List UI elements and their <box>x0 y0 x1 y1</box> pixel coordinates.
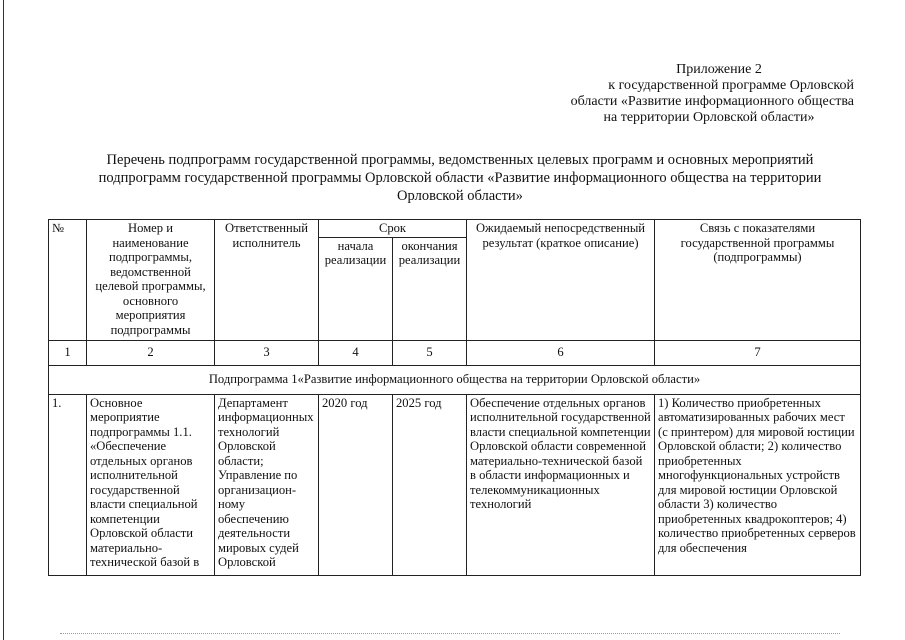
row-end: 2025 год <box>393 394 467 575</box>
row-name: Основное мероприятие подпрограммы 1.1. «Обеспечение отдельных органов исполнительной государственной власти специальной компетенции Орловской области материально-технической базой в <box>87 394 215 575</box>
column-number-row <box>49 340 861 365</box>
subprogram-title: Подпрограмма 1«Развитие информационного общества на территории Орловской области» <box>49 365 861 394</box>
appendix-header <box>524 62 854 126</box>
header-start: начала реализации <box>319 237 393 340</box>
header-name: Номер и наименование подпрограммы, ведомственной целевой программы, основного мероприятия подпрограммы <box>87 220 215 341</box>
header-row-1 <box>49 220 861 238</box>
appendix-line-3: области «Развитие информационного общества <box>570 94 854 109</box>
row-result: Обеспечение отдельных органов исполнительной государственной власти специальной компетенции Орловской области современной материально-технической базой в области информационных и телекоммуникационных технологий <box>467 394 655 575</box>
title-line-1: Перечень подпрограмм государственной программы, ведомственных целевых программ и основных мероприятий <box>106 152 814 168</box>
header-link: Связь с показателями государственной программы (подпрограммы) <box>655 220 861 341</box>
column-number: 6 <box>467 340 655 365</box>
scan-edge-line <box>3 0 4 640</box>
title-line-2: подпрограмм государственной программы Орловской области «Развитие информационного общества на территории <box>98 170 822 186</box>
column-number: 4 <box>319 340 393 365</box>
column-number: 2 <box>87 340 215 365</box>
row-start: 2020 год <box>319 394 393 575</box>
column-number: 5 <box>393 340 467 365</box>
header-result: Ожидаемый непосредственный результат (краткое описание) <box>467 220 655 341</box>
subprograms-table <box>48 219 861 576</box>
scan-artifact-line <box>60 633 840 635</box>
appendix-line-1: Приложение 2 <box>676 62 762 77</box>
row-num: 1. <box>49 394 87 575</box>
subprogram-title-row <box>49 365 861 394</box>
column-number: 1 <box>49 340 87 365</box>
column-number: 3 <box>215 340 319 365</box>
table-row <box>49 394 861 575</box>
header-num: № <box>49 220 87 341</box>
title-line-3: Орловской области» <box>397 188 523 204</box>
header-end: окончания реализации <box>393 237 467 340</box>
document-title <box>60 151 860 205</box>
column-number: 7 <box>655 340 861 365</box>
header-term: Срок <box>319 220 467 238</box>
row-executor: Департамент информационных технологий Орловской области; Управление по организацион-ному обеспечению деятельности мировых судей Орловской <box>215 394 319 575</box>
header-executor: Ответственный исполнитель <box>215 220 319 341</box>
appendix-line-4: на территории Орловской области» <box>603 110 815 125</box>
row-link: 1) Количество приобретенных автоматизированных рабочих мест (с принтером) для мировой юстиции Орловской области; 2) количество приобретенных многофункциональных устройств для мировой юстиции Орловской области 3) количество приобретенных квадрокоптеров; 4) количество приобретенных серверов для обеспечения <box>655 394 861 575</box>
appendix-line-2: к государственной программе Орловской <box>608 78 854 93</box>
